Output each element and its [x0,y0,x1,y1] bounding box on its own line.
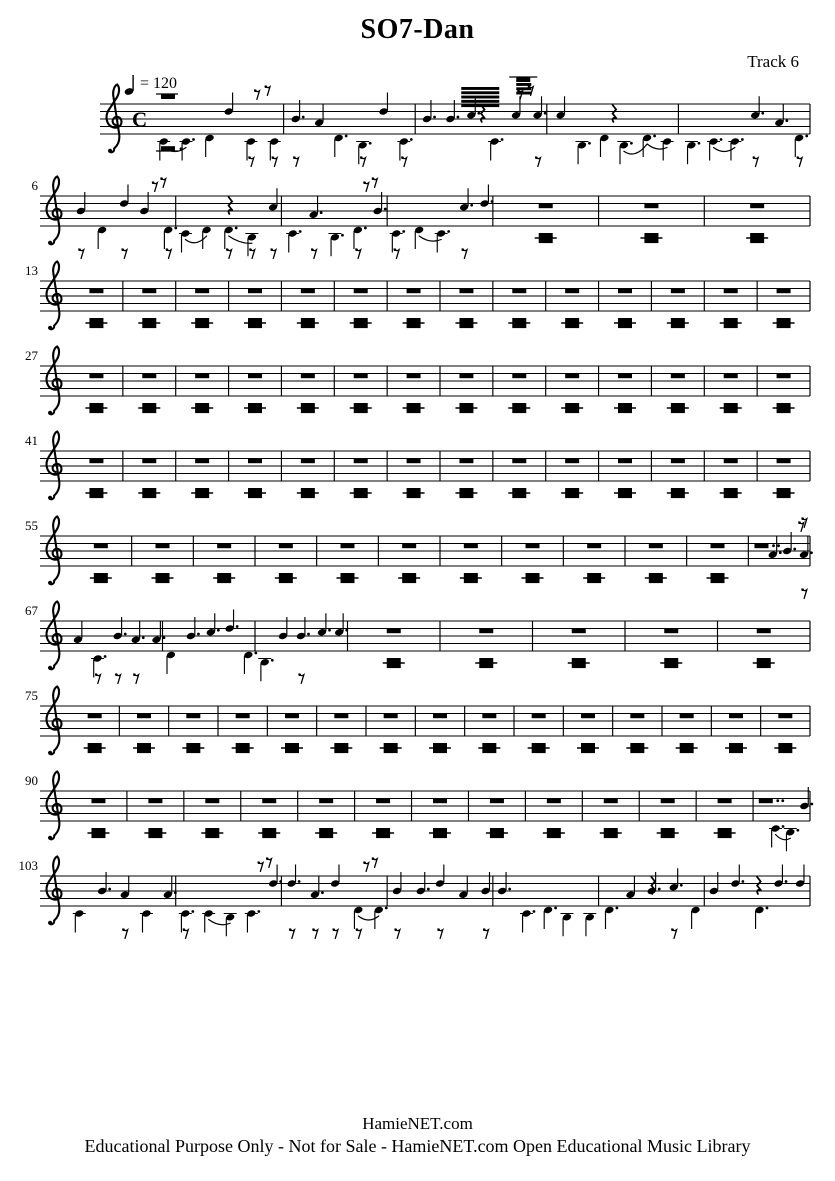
time-signature: C [132,107,148,132]
system-m13 [25,262,810,330]
track-label: Track 6 [747,52,799,71]
measure-number: 55 [25,518,38,533]
system-m41 [25,432,810,500]
system-m55 [25,517,813,599]
measure-number: 6 [31,178,38,193]
measure-number: 13 [25,263,38,278]
page-title: SO7-Dan [360,14,475,45]
measure-number: 90 [25,773,38,788]
system-m75 [25,687,810,755]
system-m67 [25,602,810,684]
measure-number: 67 [25,603,38,618]
system-m103 [19,857,811,939]
tempo-value: = 120 [140,75,178,92]
measure-number: 103 [18,858,38,873]
measure-number: 41 [25,433,38,448]
measure-number: 75 [25,688,38,703]
footer-site: HamieNET.com [362,1114,473,1133]
measure-number: 27 [25,348,38,363]
system-m6 [32,177,811,259]
footer-notice: Educational Purpose Only - Not for Sale - HamieNET.com Open Educational Music Library [84,1136,751,1156]
system-m90 [25,772,813,852]
system-m27 [25,347,810,415]
system-m1 [100,77,810,166]
